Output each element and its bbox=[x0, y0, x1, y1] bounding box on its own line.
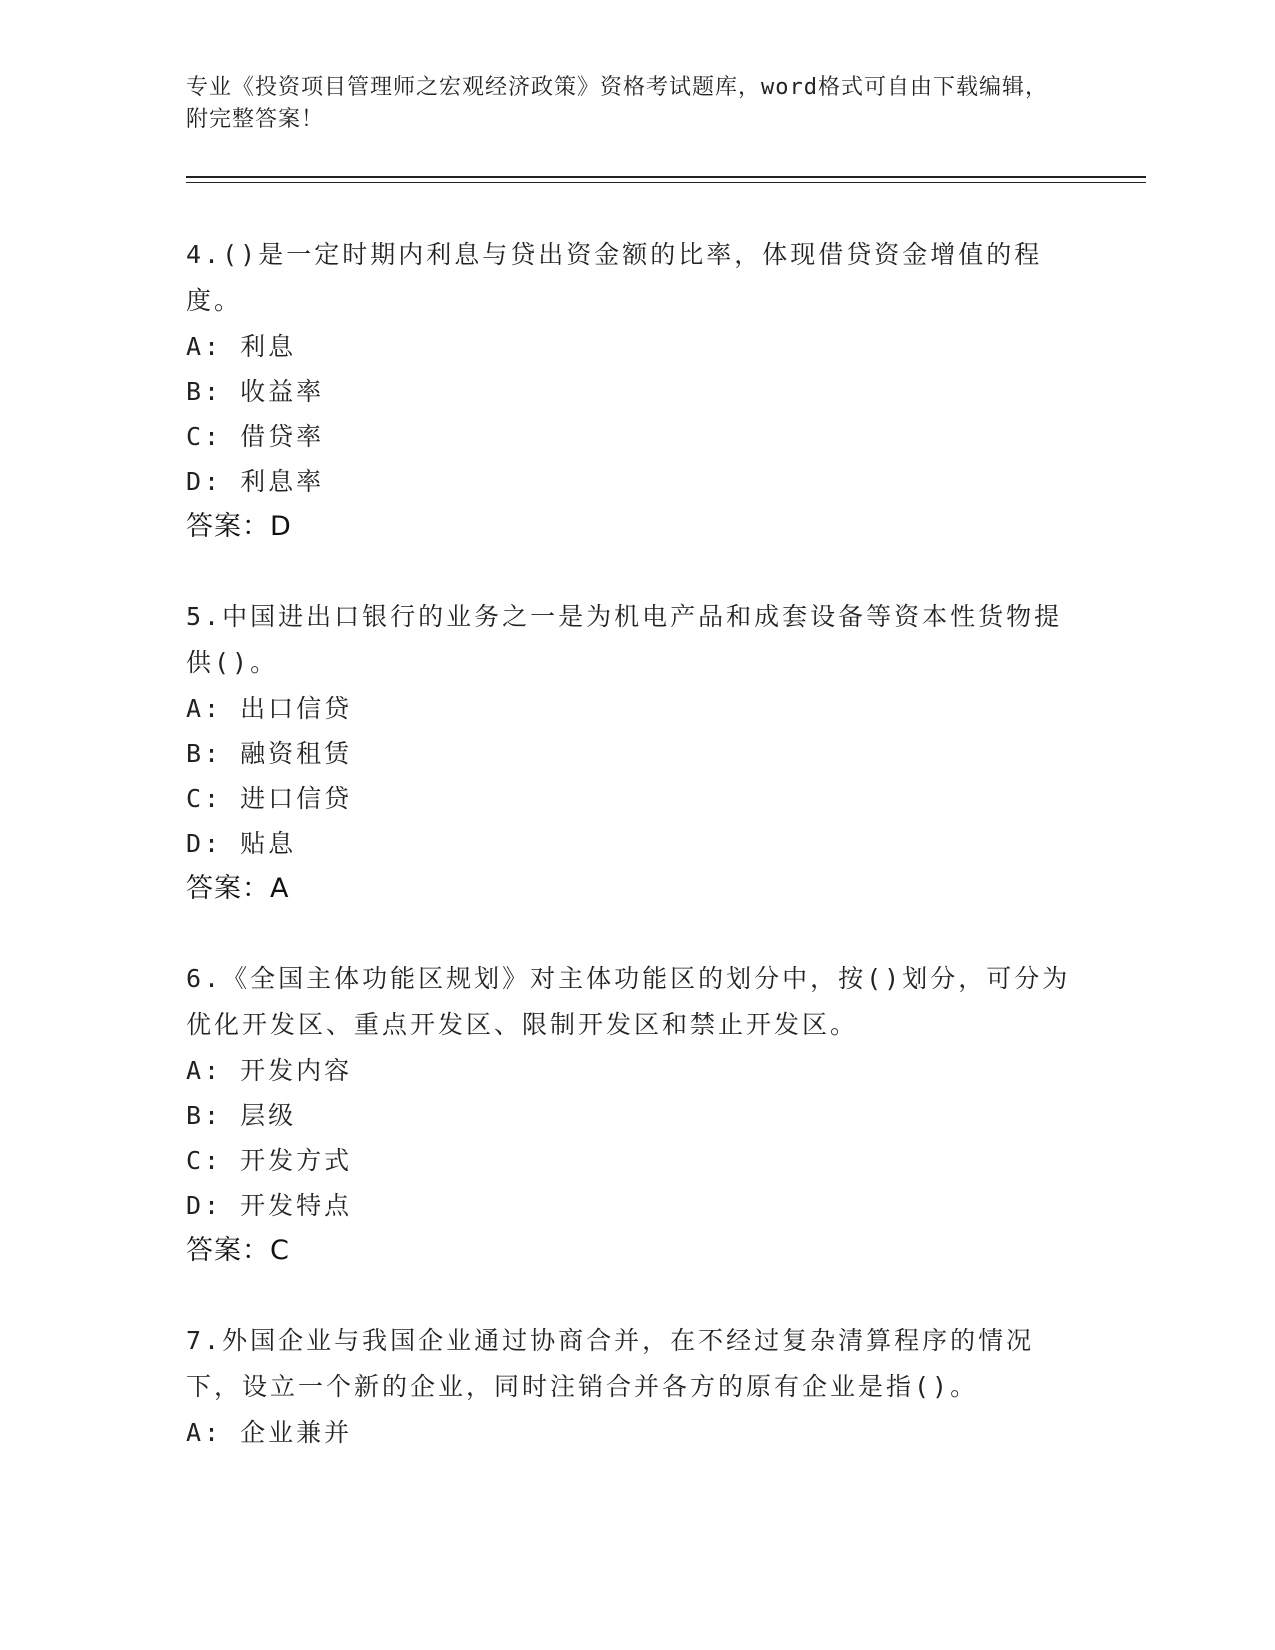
option-b: B: 收益率 bbox=[186, 377, 325, 406]
option-a: A: 企业兼并 bbox=[186, 1418, 353, 1447]
question-stem: 5.中国进出口银行的业务之一是为机电产品和成套设备等资本性货物提供()。 bbox=[186, 602, 1063, 677]
answer: 答案：A bbox=[186, 873, 290, 904]
option-a: A: 开发内容 bbox=[186, 1056, 353, 1085]
option-d: D: 贴息 bbox=[186, 829, 297, 858]
option-b: B: 层级 bbox=[186, 1101, 297, 1130]
header-divider-thin bbox=[186, 182, 1146, 183]
option-c: C: 进口信贷 bbox=[186, 784, 353, 813]
option-b: B: 融资租赁 bbox=[186, 739, 353, 768]
answer: 答案：D bbox=[186, 511, 292, 542]
document-header: 专业《投资项目管理师之宏观经济政策》资格考试题库，word格式可自由下载编辑，附完整答案！ bbox=[186, 75, 1048, 132]
question-stem: 4.()是一定时期内利息与贷出资金额的比率，体现借贷资金增值的程度。 bbox=[186, 240, 1043, 315]
question-4 bbox=[186, 232, 1086, 550]
answer: 答案：C bbox=[186, 1235, 290, 1266]
question-6 bbox=[186, 956, 1086, 1274]
question-stem: 7.外国企业与我国企业通过协商合并，在不经过复杂清算程序的情况下，设立一个新的企业，同时注销合并各方的原有企业是指()。 bbox=[186, 1326, 1035, 1401]
question-5 bbox=[186, 594, 1086, 912]
question-7 bbox=[186, 1318, 1086, 1455]
option-d: D: 利息率 bbox=[186, 467, 325, 496]
option-c: C: 开发方式 bbox=[186, 1146, 353, 1175]
option-a: A: 出口信贷 bbox=[186, 694, 353, 723]
option-a: A: 利息 bbox=[186, 332, 297, 361]
question-list bbox=[186, 232, 1086, 1499]
option-d: D: 开发特点 bbox=[186, 1191, 353, 1220]
option-c: C: 借贷率 bbox=[186, 422, 325, 451]
question-stem: 6.《全国主体功能区规划》对主体功能区的划分中，按()划分，可分为优化开发区、重点开发区、限制开发区和禁止开发区。 bbox=[186, 964, 1071, 1039]
header-divider-thick bbox=[186, 176, 1146, 178]
